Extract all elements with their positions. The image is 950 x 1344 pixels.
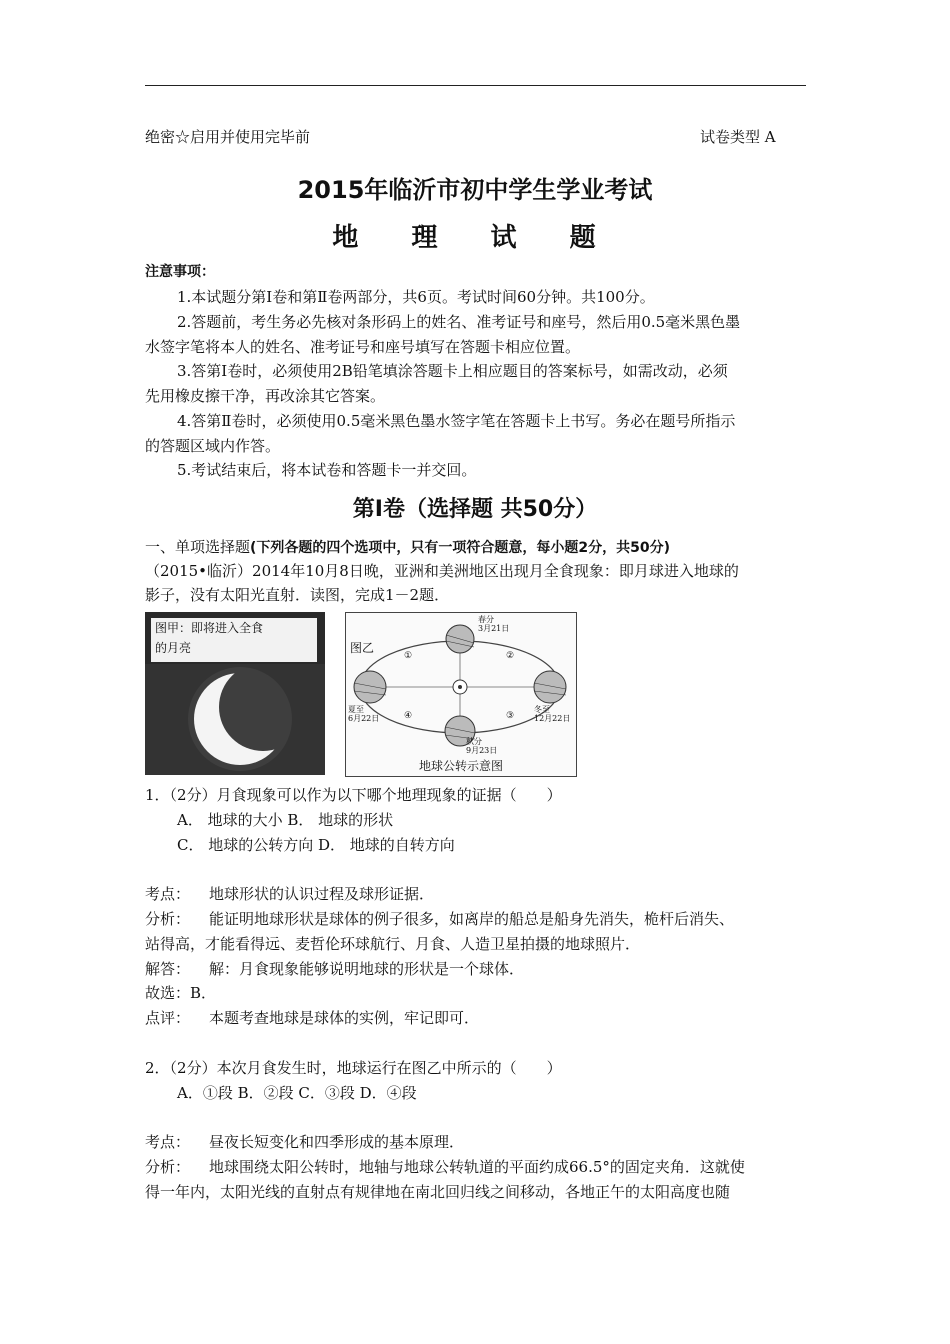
position-name: 秋分: [466, 737, 482, 746]
note-line: 3.答第Ⅰ卷时，必须使用2B铅笔填涂答题卡上相应题目的答案标号，如需改动，必须: [177, 362, 728, 380]
kaodian-label: 考点：: [145, 885, 191, 903]
fenxi-label: 分析：: [145, 910, 191, 928]
exam-title: 2015年临沂市初中学生学业考试: [297, 176, 653, 204]
segment-label: ②: [506, 651, 515, 661]
crescent-moon-icon: [145, 612, 325, 775]
figure-b-caption: 地球公转示意图: [418, 759, 503, 773]
q1-options-ab: A． 地球的大小 B． 地球的形状: [177, 811, 394, 829]
q1-kaodian: [145, 884, 434, 904]
spring-equinox-label: [478, 615, 509, 633]
note-line: 的答题区域内作答。: [145, 437, 281, 455]
autumn-equinox-label: [466, 737, 497, 755]
note-line: 先用橡皮擦干净，再改涂其它答案。: [145, 387, 386, 405]
paper-type-label: 试卷类型 A: [700, 128, 776, 146]
position-date: 6月22日: [348, 714, 380, 723]
q2-fenxi: [145, 1157, 745, 1177]
note-line: 2.答题前，考生务必先核对条形码上的姓名、准考证号和座号，然后用0.5毫米黑色墨: [177, 313, 741, 331]
kaodian-label: 考点：: [145, 1133, 191, 1151]
note-line: 4.答第Ⅱ卷时，必须使用0.5毫米黑色墨水签字笔在答题卡上书写。务必在题号所指示: [177, 412, 736, 430]
q1-answer: 故选：B．: [145, 984, 217, 1002]
q1-dianping: [145, 1008, 479, 1028]
q1-fenxi: [145, 909, 734, 929]
fenxi-label: 分析：: [145, 1158, 191, 1176]
orbit-diagram: [346, 613, 576, 776]
section-title: 第Ⅰ卷（选择题 共50分）: [352, 497, 598, 522]
note-line: 5.考试结束后，将本试卷和答题卡一并交回。: [177, 461, 477, 479]
section-intro-label: 一、单项选择题: [145, 538, 251, 556]
section-intro: [145, 537, 670, 558]
q1-jieda: [145, 959, 524, 979]
confidential-label: 绝密☆启用并使用完毕前: [145, 128, 311, 146]
jieda-label: 解答：: [145, 960, 191, 978]
q2-fenxi-cont: 得一年内，太阳光线的直射点有规律地在南北回归线之间移动，各地正午的太阳高度也随: [145, 1183, 731, 1201]
q1-options-cd: C． 地球的公转方向 D． 地球的自转方向: [177, 836, 455, 854]
passage-line: （2015•临沂）2014年10月8日晚，亚洲和美洲地区出现月全食现象：即月球进入地球的: [145, 562, 739, 580]
fenxi-text: 地球围绕太阳公转时，地轴与地球公转轨道的平面约成66.5°的固定夹角．这就使: [209, 1158, 745, 1176]
q2-kaodian: [145, 1132, 464, 1152]
position-name: 春分: [478, 615, 494, 624]
figure-lunar-eclipse: [145, 612, 325, 775]
passage-line: 影子，没有太阳光直射．读图，完成1－2题．: [145, 586, 450, 604]
q2-options: A．①段 B．②段 C．③段 D．④段: [177, 1084, 417, 1102]
top-rule: [145, 85, 806, 86]
position-date: 3月21日: [478, 624, 510, 633]
exam-subtitle: 地 理 试 题: [332, 223, 618, 253]
position-date: 12月22日: [534, 714, 571, 723]
position-name: 夏至: [348, 705, 364, 714]
summer-solstice-label: [348, 705, 379, 723]
position-name: 冬至: [534, 705, 550, 714]
segment-label: ①: [404, 651, 413, 661]
q1-stem: 1．（2分）月食现象可以作为以下哪个地理现象的证据（ ）: [145, 786, 562, 804]
figure-earth-revolution: [345, 612, 577, 777]
q1-fenxi-cont: 站得高，才能看得远、麦哲伦环球航行、月食、人造卫星拍摄的地球照片．: [145, 935, 641, 953]
notes-heading: 注意事项：: [145, 264, 215, 280]
section-intro-rule: (下列各题的四个选项中，只有一项符合题意，每小题2分，共50分): [250, 540, 671, 556]
jieda-text: 解：月食现象能够说明地球的形状是一个球体．: [209, 960, 525, 978]
kaodian-text: 昼夜长短变化和四季形成的基本原理．: [209, 1133, 465, 1151]
position-date: 9月23日: [466, 746, 498, 755]
fenxi-text: 能证明地球形状是球体的例子很多，如离岸的船总是船身先消失，桅杆后消失、: [209, 910, 735, 928]
dianping-text: 本题考查地球是球体的实例，牢记即可．: [209, 1009, 480, 1027]
winter-solstice-label: [534, 705, 570, 723]
note-line: 1.本试题分第Ⅰ卷和第Ⅱ卷两部分，共6页。考试时间60分钟。共100分。: [177, 288, 655, 306]
dianping-label: 点评：: [145, 1009, 191, 1027]
q2-stem: 2．（2分）本次月食发生时，地球运行在图乙中所示的（ ）: [145, 1059, 562, 1077]
figure-b-label: 图乙: [350, 641, 375, 655]
note-line: 水签字笔将本人的姓名、准考证号和座号填写在答题卡相应位置。: [145, 338, 581, 356]
segment-label: ④: [404, 711, 413, 721]
kaodian-text: 地球形状的认识过程及球形证据．: [209, 885, 435, 903]
segment-label: ③: [506, 711, 515, 721]
